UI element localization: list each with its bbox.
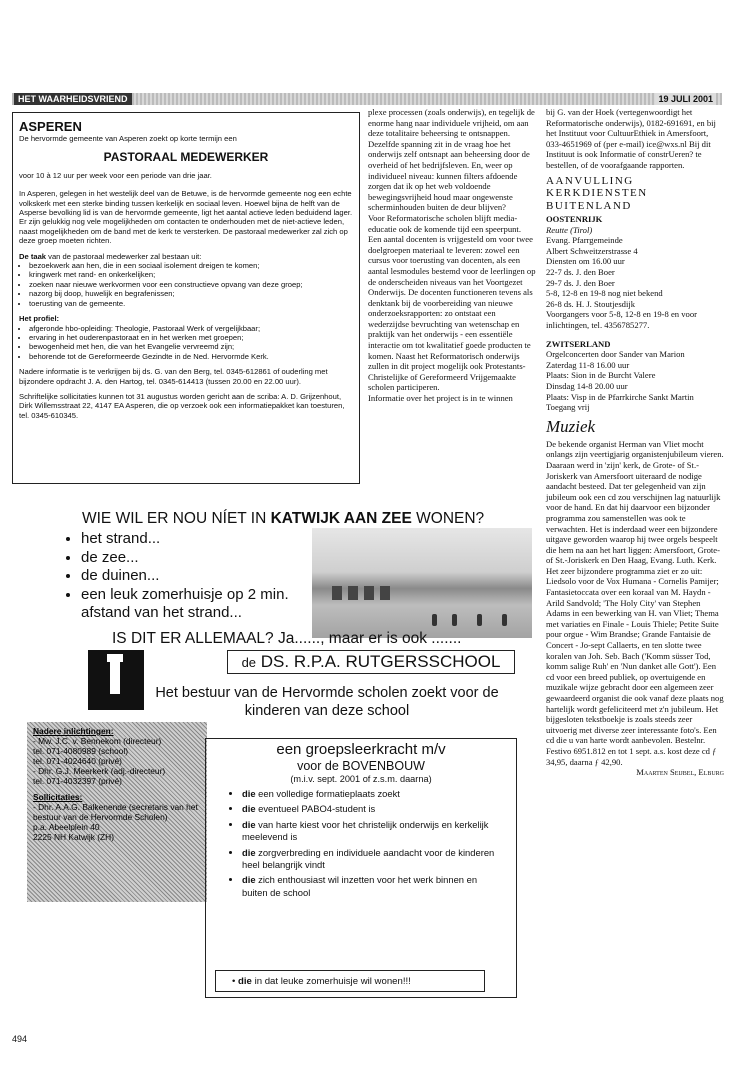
list-item: • bezoekwerk aan hen, die in een sociaal isolement dreigen te komen; bbox=[29, 261, 353, 270]
service-line: 22-7 ds. J. den Boer bbox=[546, 267, 615, 278]
closing-box: • die in dat leuke zomerhuisje wil wonen!!! bbox=[215, 970, 485, 992]
description-text: In Asperen, gelegen in het westelijk deel van de Betuwe, is de hervormde gemeente nog een echte volkskerk met een sterke binding tussen kerkelijk en sociaal leven. Hoewel bijna de helft van de Asperse bevolking lid is van de hervormde gemeente, ligt het aantal actieve leden beduidend lager. Er zijn gelukkig nog vele mogelijkheden om contacten te onderhouden met de niet-actieve leden, naast mogelijkheden om de band met de kerk te versterken. De pastoraal medewerker zal zich op deze groep moeten richten. bbox=[19, 189, 353, 246]
req-text: van harte kiest voor het christelijk onderwijs en kerkelijk meelevend is bbox=[242, 818, 489, 843]
service-line: Plaats: Sion in de Burcht Valere bbox=[546, 370, 656, 381]
vacancy-subtitle: voor de BOVENBOUW bbox=[297, 759, 425, 773]
list-item: • de zee... bbox=[81, 549, 341, 568]
service-line: Reutte (Tirol) bbox=[546, 224, 593, 235]
contact-heading: Nadere inlichtingen: bbox=[33, 726, 114, 736]
req-text: een volledige formatieplaats zoekt bbox=[255, 788, 400, 799]
task-intro bbox=[19, 252, 353, 261]
position-title: PASTORAAL MEDEWERKER bbox=[103, 150, 269, 165]
beach-cabin bbox=[348, 586, 358, 600]
list-item: • de duinen... bbox=[81, 567, 341, 586]
article-column-right bbox=[546, 107, 724, 778]
contact-heading: Sollicitaties: bbox=[33, 792, 83, 802]
list-item bbox=[242, 819, 500, 844]
issue-date: 19 JULI 2001 bbox=[655, 93, 716, 105]
list-item: • het strand... bbox=[81, 530, 341, 549]
contact-line: - Dhr. A.A.G. Balkenende (secretaris van het bestuur van de Hervormde Scholen) bbox=[33, 802, 198, 822]
service-line: Dinsdag 14-8 20.00 uur bbox=[546, 380, 628, 391]
list-item: • bewogenheid met hen, die van het Evangelie vervreemd zijn; bbox=[29, 342, 353, 351]
author-signature: Maarten Seijbel, Elburg bbox=[636, 767, 724, 778]
vacancy-box bbox=[205, 738, 517, 998]
section-heading: AANVULLING KERKDIENSTEN BUITENLAND bbox=[546, 174, 648, 212]
profile-list bbox=[19, 324, 353, 362]
contact-line: 2225 NH Katwijk (ZH) bbox=[33, 832, 114, 842]
service-line: 29-7 ds. J. den Boer bbox=[546, 277, 615, 288]
paragraph: Informatie over het project is in te winnen bbox=[368, 393, 513, 404]
list-item: • toerusting van de gemeente. bbox=[29, 299, 353, 308]
task-list bbox=[19, 261, 353, 308]
beach-cabin bbox=[364, 586, 374, 600]
asperen-advert bbox=[12, 112, 360, 484]
masthead bbox=[12, 93, 722, 105]
req-keyword: die bbox=[242, 803, 256, 815]
service-line: 5-8, 12-8 en 19-8 nog niet bekend bbox=[546, 288, 663, 299]
asperen-title: ASPEREN bbox=[19, 119, 82, 134]
person-figure bbox=[452, 614, 457, 626]
contact-line: tel. 071-4032397 (privé) bbox=[33, 776, 122, 786]
vacancy-title: een groepsleerkracht m/v bbox=[276, 741, 446, 758]
closing-text: in dat leuke zomerhuisje wil wonen!!! bbox=[251, 976, 411, 987]
school-name-box bbox=[227, 650, 515, 674]
service-line: Orgelconcerten door Sander van Marion bbox=[546, 349, 685, 360]
question-line: IS DIT ER ALLEMAAL? Ja......, maar er is ook ....... bbox=[112, 630, 462, 647]
headline-place: KATWIJK AAN ZEE bbox=[270, 510, 412, 527]
service-line: Zaterdag 11-8 16.00 uur bbox=[546, 359, 630, 370]
service-line: Plaats: Visp in de Pfarrkirche Sankt Martin bbox=[546, 391, 694, 402]
list-item bbox=[242, 874, 500, 899]
publication-logo: HET WAARHEIDSVRIEND bbox=[14, 93, 132, 105]
list-item: • ervaring in het ouderenpastoraat en in het werken met groepen; bbox=[29, 333, 353, 342]
req-text: zich enthousiast wil inzetten voor het werk binnen en buiten de school bbox=[242, 874, 478, 898]
school-name: DS. R.P.A. RUTGERSSCHOOL bbox=[260, 652, 501, 671]
service-line: Diensten om 16.00 uur bbox=[546, 256, 625, 267]
beach-photo bbox=[312, 528, 532, 638]
page-number: 494 bbox=[12, 1034, 28, 1044]
hours-text: voor 10 à 12 uur per week voor een periode van drie jaar. bbox=[19, 170, 212, 180]
req-keyword: die bbox=[242, 874, 256, 886]
advert-bullets bbox=[67, 530, 341, 623]
person-figure bbox=[502, 614, 507, 626]
paragraph: Voor Reformatorische scholen blijft media-educatie ook de komende tijd een speerpunt. Een aantal docenten is vrijgesteld om voor twee doelgroepen materiaal te leveren: zowel een cursus voor toerusting van docenten, als een aantal lesmodules bestemd voor de leerlingen op de onderscheiden niveaus van het Voortgezet Onderwijs. De docenten functioneren tevens als denktank bij de voorbereiding van nieuwe onderzoeksrapporten: zo ontstaat een wederzijdse bevruchting van wetenschap en praktijk van het onderwijs - een essentiële interactie om tot kwalitatief goede producten te komen. Naast het Reformatorisch onderwijs zullen in dit project mogelijk ook Protestants-Christelijke of Gereformeerd Vrijgemaakte scholen participeren. bbox=[368, 212, 536, 393]
req-keyword: die bbox=[242, 846, 256, 858]
beach-cabin bbox=[380, 586, 390, 600]
beach-cabin bbox=[332, 586, 342, 600]
list-item: • zoeken naar nieuwe werkvormen voor een constructieve opvang van deze groep; bbox=[29, 280, 353, 289]
vacancy-requirements bbox=[206, 788, 500, 899]
list-item bbox=[242, 803, 500, 815]
list-item: • nazorg bij doop, huwelijk en begrafenissen; bbox=[29, 289, 353, 298]
headline-part: WONEN? bbox=[411, 510, 485, 527]
service-line: Voorgangers voor 5-8, 12-8 en 19-8 en voor inlichtingen, tel. 4356785277. bbox=[546, 309, 697, 330]
lighthouse-tower bbox=[110, 660, 120, 694]
vacancy-start: (m.i.v. sept. 2001 of z.s.m. daarna) bbox=[290, 774, 432, 784]
service-line: Albert Schweitzerstrasse 4 bbox=[546, 245, 638, 256]
school-prefix: de bbox=[241, 655, 257, 670]
contact-line: tel. 071-4080989 (school) bbox=[33, 746, 128, 756]
contact-line: - Dhr. G.J. Meerkerk (adj.-directeur) bbox=[33, 766, 166, 776]
list-item: • afgeronde hbo-opleiding: Theologie, Pastoraal Werk of vergelijkbaar; bbox=[29, 324, 353, 333]
closing-keyword: die bbox=[238, 976, 252, 987]
headline-part: WIE WIL ER NOU NÍET IN bbox=[82, 510, 271, 527]
apply-text: Schriftelijke sollicitaties kunnen tot 31 augustus worden gericht aan de scriba: A. D. Grijzenhout, Dirk Willemsstraat 22, 4147 EA Asperen, die op verzoek ook een informatiepakket kan toesturen, tel. 0345-610345. bbox=[19, 391, 345, 420]
bestuur-text: Het bestuur van de Hervormde scholen zoekt voor de kinderen van deze school bbox=[155, 685, 499, 719]
task-rest: van de pastoraal medewerker zal bestaan uit: bbox=[46, 251, 202, 261]
paragraph: De bekende organist Herman van Vliet mocht onlangs zijn veertigjarig organistenjubileum vieren. Daaraan werd in 'zijn' kerk, de Grote- of St.-Joriskerk van Amersfoort uiteraard de nodige aandacht besteed. Dat ter gelegenheid van zijn jubileum ook een cd zou verschijnen lag natuurlijk voor de hand. En dat hij daarvoor een bijzonder programma zou samenstellen was ook te verwachten. Het is inderdaad weer een bijzondere uitgave geworden waarop hij twee orgels bespeelt die hem na aan het hart liggen: Amersfoort, Grote- of St.-Joriskerk en Den Haag, Evang. Luth. Kerk. Het zeer bijzondere programma ziet er zo uit: Liedsolo voor de Vox Humana - Cornelis Pamijer; Fantasietoccata over een koraal van M. Haydn - Arild Sandvold; 'The Holy City' van Stephen Adams in een bewerking van H. van Vliet; Thema met variaties en Finale - Louis Thiele; Petite Suite pour orgue - Wim Brandse; Grande Fantaisie de Concert - Jo-sept Callaerts, en ten slotte twee koralen van Joh. Seb. Bach ('Komm süsser Tod, komm salige Ruh' en 'Nun danket alle Gott'). Een cd voor een breed publiek, op overtuigende en muzikale wijze gebracht door een algemeen zeer gewaardeerd organist die ook vanaf deze plaats nog hartelijk wordt gefeliciteerd met z'n jubileum. Het bijgesloten tekstboekje is zoals steeds zeer uitvoerig met diverse zeer interessante foto's. Een cd die u van harte wordt aanbevolen. Bestelnr. Festivo 6951.812 en tot 1 sept. a.s. kost deze cd ƒ 34,95, daarna ƒ 42,90. bbox=[546, 438, 724, 767]
task-label: De taak bbox=[19, 251, 47, 261]
req-text: zorgverbreding en individuele aandacht voor de kinderen heel belangrijk vindt bbox=[242, 846, 495, 871]
list-item: • kringwerk met rand- en onkerkelijken; bbox=[29, 270, 353, 279]
asperen-intro: De hervormde gemeente van Asperen zoekt op korte termijn een bbox=[19, 134, 237, 143]
service-line: Evang. Pfarrgemeinde bbox=[546, 235, 623, 246]
paragraph: bij G. van der Hoek (vertegenwoordigt het Reformatorische onderwijs), 0182-691691, en bij het Instituut voor CultuurEthiek in Amersfoort, 033-4651969 of (per e-mail) ice@wxs.nl Bij dit Instituut is ook Informatie of constrUeren? te bestellen, of de voorafgaande rapporten. bbox=[546, 107, 716, 170]
katwijk-advert bbox=[12, 500, 542, 1020]
req-keyword: die bbox=[242, 788, 256, 799]
muziek-heading: Muziek bbox=[546, 416, 596, 436]
advert-headline bbox=[82, 510, 484, 528]
lighthouse-logo bbox=[88, 650, 144, 710]
country-heading: OOSTENRIJK bbox=[546, 214, 603, 225]
contact-line: - Mw. J.C. v. Bennekom (directeur) bbox=[33, 736, 162, 746]
req-text: eventueel PABO4-student is bbox=[255, 803, 376, 815]
list-item bbox=[242, 788, 500, 800]
contact-line: tel. 071-4024640 (privé) bbox=[33, 756, 122, 766]
person-figure bbox=[432, 614, 437, 626]
profile-label: Het profiel: bbox=[19, 314, 60, 324]
info-text: Nadere informatie is te verkrijgen bij ds. G. van den Berg, tel. 0345-612861 of ouderling met bijzondere opdracht J. A. den Hartog, tel. 0345-614413 (tussen 20.00 en 22.00 uur). bbox=[19, 367, 328, 386]
paragraph: plexe processen (zoals onderwijs), en tegelijk de enorme hang naar individuele vrijheid, om aan deze totalitaire beheersing te ontsnappen. Dezelfde spanning zit in de vraag hoe het onderwijs zelf ontsnapt aan beheersing door de overheid of het bedrijfsleven. En, weer op individueel niveau: kunnen filters afdoende zorgen dat ik op het web voldoende bewegingsvrijheid houd maar ongewenste scherminhouden buiten de deur blijven? bbox=[368, 107, 535, 213]
service-line: Toegang vrij bbox=[546, 402, 590, 413]
service-line: 26-8 ds. H. J. Stoutjesdijk bbox=[546, 298, 636, 309]
contact-box bbox=[27, 722, 207, 902]
list-item: • behorende tot de Gereformeerde Gezindte in de Ned. Hervormde Kerk. bbox=[29, 352, 353, 361]
list-item bbox=[242, 847, 500, 872]
country-heading: ZWITSERLAND bbox=[546, 338, 611, 349]
list-item: • een leuk zomerhuisje op 2 min. afstand van het strand... bbox=[81, 586, 341, 623]
article-column-middle bbox=[368, 107, 536, 404]
req-keyword: die bbox=[242, 818, 256, 830]
contact-line: p.a. Abeelplein 40 bbox=[33, 822, 100, 832]
person-figure bbox=[477, 614, 482, 626]
